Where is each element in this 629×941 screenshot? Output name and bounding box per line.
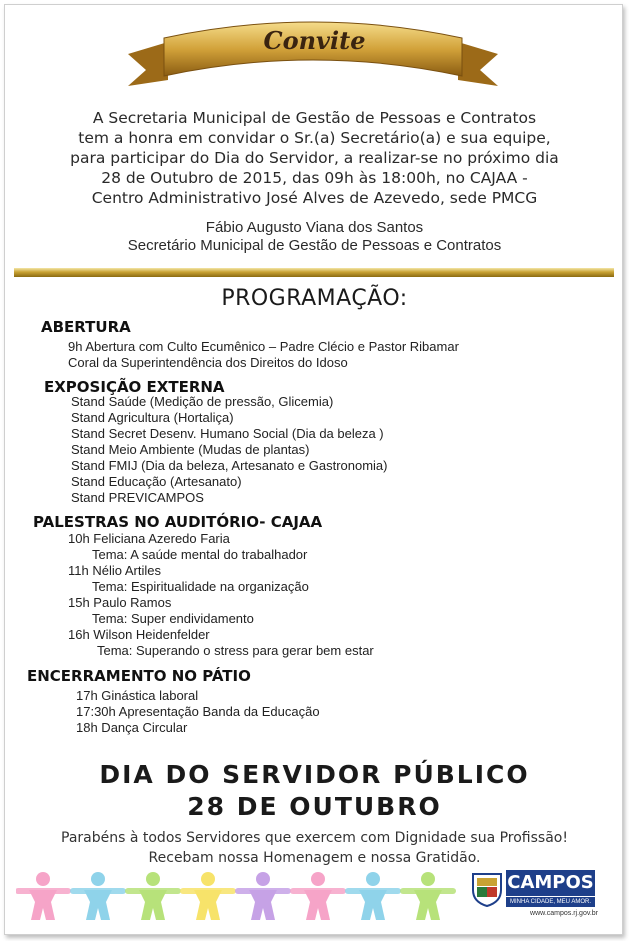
- campos-crest-icon: [470, 870, 504, 908]
- program-item: 10h Feliciana Azeredo Faria: [68, 531, 230, 546]
- program-item: Stand FMIJ (Dia da beleza, Artesanato e Gastronomia): [71, 458, 388, 473]
- thanks-line: Parabéns à todos Servidores que exercem com Dignidade sua Profissão!: [61, 830, 568, 846]
- program-title: PROGRAMAÇÃO:: [221, 286, 408, 311]
- person-figure: [16, 872, 71, 920]
- section-heading-exposicao: EXPOSIÇÃO EXTERNA: [44, 378, 225, 396]
- program-item: 17h Ginástica laboral: [76, 688, 199, 703]
- program-item: Stand Meio Ambiente (Mudas de plantas): [71, 442, 310, 457]
- logo-url: www.campos.rj.gov.br: [530, 910, 598, 917]
- program-item: 16h Wilson Heidenfelder: [68, 627, 210, 642]
- logo-tagline: MINHA CIDADE, MEU AMOR.: [506, 897, 595, 907]
- invitation-text: [0, 108, 629, 208]
- program-item: Coral da Superintendência dos Direitos do Idoso: [68, 355, 348, 370]
- program-item-theme: Tema: Superando o stress para gerar bem estar: [97, 643, 374, 658]
- thanks-message: [0, 828, 629, 868]
- intro-line: Centro Administrativo José Alves de Azevedo, sede PMCG: [91, 189, 538, 207]
- event-title: DIA DO SERVIDOR PÚBLICO: [99, 760, 530, 789]
- person-figure: [70, 872, 126, 920]
- section-heading-abertura: ABERTURA: [41, 318, 131, 336]
- gold-divider: [14, 268, 614, 277]
- person-figure: [235, 872, 291, 920]
- person-figure: [290, 872, 346, 920]
- program-item: 17:30h Apresentação Banda da Educação: [76, 704, 320, 719]
- section-heading-encerramento: ENCERRAMENTO NO PÁTIO: [27, 667, 251, 685]
- person-figure: [125, 872, 181, 920]
- intro-line: A Secretaria Municipal de Gestão de Pessoas e Contratos: [92, 109, 537, 127]
- program-item: Stand Educação (Artesanato): [71, 474, 242, 489]
- person-figure: [400, 872, 456, 920]
- program-item: 15h Paulo Ramos: [68, 595, 172, 610]
- signatory-name: Fábio Augusto Viana dos Santos: [205, 219, 424, 236]
- program-item: 18h Dança Circular: [76, 720, 188, 735]
- program-item-theme: Tema: Super endividamento: [92, 611, 254, 626]
- program-item-theme: Tema: Espiritualidade na organização: [92, 579, 309, 594]
- logo-name: CAMPOS: [506, 870, 595, 896]
- intro-line: tem a honra em convidar o Sr.(a) Secretário(a) e sua equipe,: [78, 129, 551, 147]
- program-item: Stand PREVICAMPOS: [71, 490, 204, 505]
- program-item: 11h Nélio Artiles: [68, 563, 161, 578]
- signatory-title: Secretário Municipal de Gestão de Pessoas e Contratos: [127, 237, 502, 254]
- ribbon-title: Convite: [263, 26, 366, 55]
- thanks-line: Recebam nossa Homenagem e nossa Gratidão.: [148, 850, 481, 866]
- program-item-theme: Tema: A saúde mental do trabalhador: [92, 547, 308, 562]
- holding-hands-people-icon: [16, 870, 456, 922]
- section-heading-palestras: PALESTRAS NO AUDITÓRIO- CAJAA: [33, 513, 323, 531]
- program-item: Stand Secret Desenv. Humano Social (Dia da beleza ): [71, 426, 384, 441]
- intro-line: 28 de Outubro de 2015, das 09h às 18:00h, no CAJAA -: [101, 169, 528, 187]
- event-date: 28 DE OUTUBRO: [187, 792, 442, 821]
- signature-block: [0, 219, 629, 255]
- person-figure: [345, 872, 401, 920]
- program-item: Stand Agricultura (Hortaliça): [71, 410, 234, 425]
- campos-logo: [468, 868, 598, 920]
- program-item: 9h Abertura com Culto Ecumênico – Padre Clécio e Pastor Ribamar: [68, 339, 459, 354]
- program-item: Stand Saúde (Medição de pressão, Glicemia): [71, 394, 334, 409]
- person-figure: [180, 872, 236, 920]
- intro-line: para participar do Dia do Servidor, a realizar-se no próximo dia: [70, 149, 559, 167]
